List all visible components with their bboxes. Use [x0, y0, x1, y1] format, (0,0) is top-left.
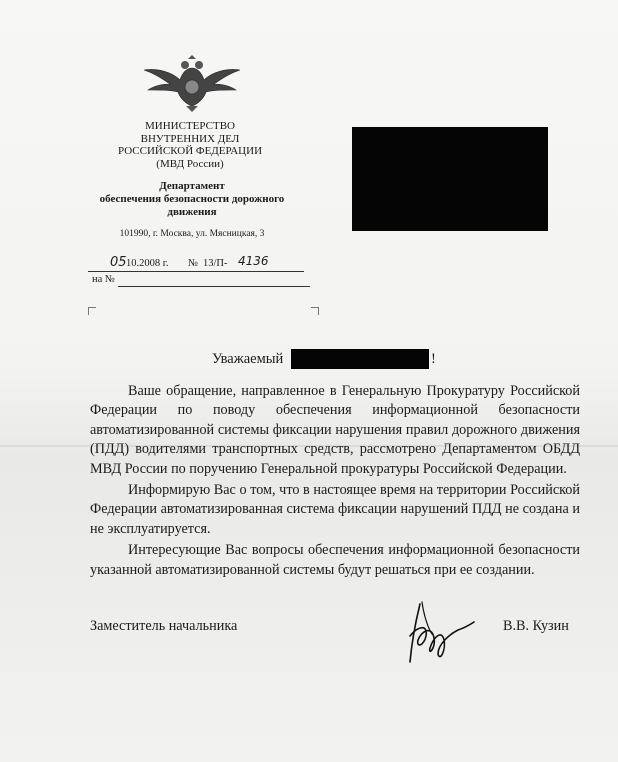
- reference-label: на №: [92, 274, 115, 285]
- number-handwritten: 4136: [238, 254, 269, 268]
- signer-position: Заместитель начальника: [90, 618, 238, 634]
- dept-line: Департамент: [159, 180, 225, 192]
- corner-mark: [311, 307, 319, 315]
- ministry-name: [100, 120, 280, 170]
- mvd-emblem-icon: [142, 54, 242, 114]
- body-paragraph: Интересующие Вас вопросы обеспечения информационной безопасности указанной автоматизированной системы будут решаться при ее создании.: [90, 542, 580, 578]
- org-line: ВНУТРЕННИХ ДЕЛ: [140, 132, 240, 145]
- dept-line: движения: [167, 206, 217, 218]
- redacted-recipient: [352, 127, 548, 231]
- body-paragraph: Ваше обращение, направленное в Генеральную Прокуратуру Российской Федерации по поводу обеспечения информационной безопасности автоматизированной системы фиксации нарушения правил дорожного движения (ПДД) водителями транспортных средств, рассмотрено Департаментом ОБДД МВД России по поручению Генеральной прокуратуры Российской Федерации.: [90, 383, 580, 477]
- redacted-name: [291, 349, 429, 369]
- number-label: №: [188, 258, 199, 269]
- department-name: [78, 180, 306, 219]
- number-printed: 13/П-: [203, 258, 228, 269]
- greeting-prefix: Уважаемый: [212, 351, 284, 367]
- handwritten-signature-icon: [398, 596, 478, 668]
- org-line: РОССИЙСКОЙ ФЕДЕРАЦИИ: [117, 145, 263, 157]
- corner-mark: [88, 307, 96, 315]
- department-address: 101990, г. Москва, ул. Мясницкая, 3: [119, 229, 265, 239]
- letter-body: [90, 382, 580, 580]
- date-printed: 10.2008 г.: [126, 258, 169, 269]
- body-paragraph: Информирую Вас о том, что в настоящее время на территории Российской Федерации автоматизированная система фиксации нарушений ПДД не создана и не эксплуатируется.: [90, 482, 580, 537]
- greeting-suffix: !: [431, 351, 436, 367]
- date-handwritten: 05: [110, 255, 127, 270]
- signer-name: В.В. Кузин: [503, 618, 569, 634]
- org-line: МИНИСТЕРСТВО: [145, 120, 235, 132]
- registration-date-line: [88, 271, 304, 272]
- dept-line: обеспечения безопасности дорожного: [99, 193, 285, 205]
- reference-line: [118, 286, 310, 287]
- org-line: (МВД России): [156, 157, 224, 170]
